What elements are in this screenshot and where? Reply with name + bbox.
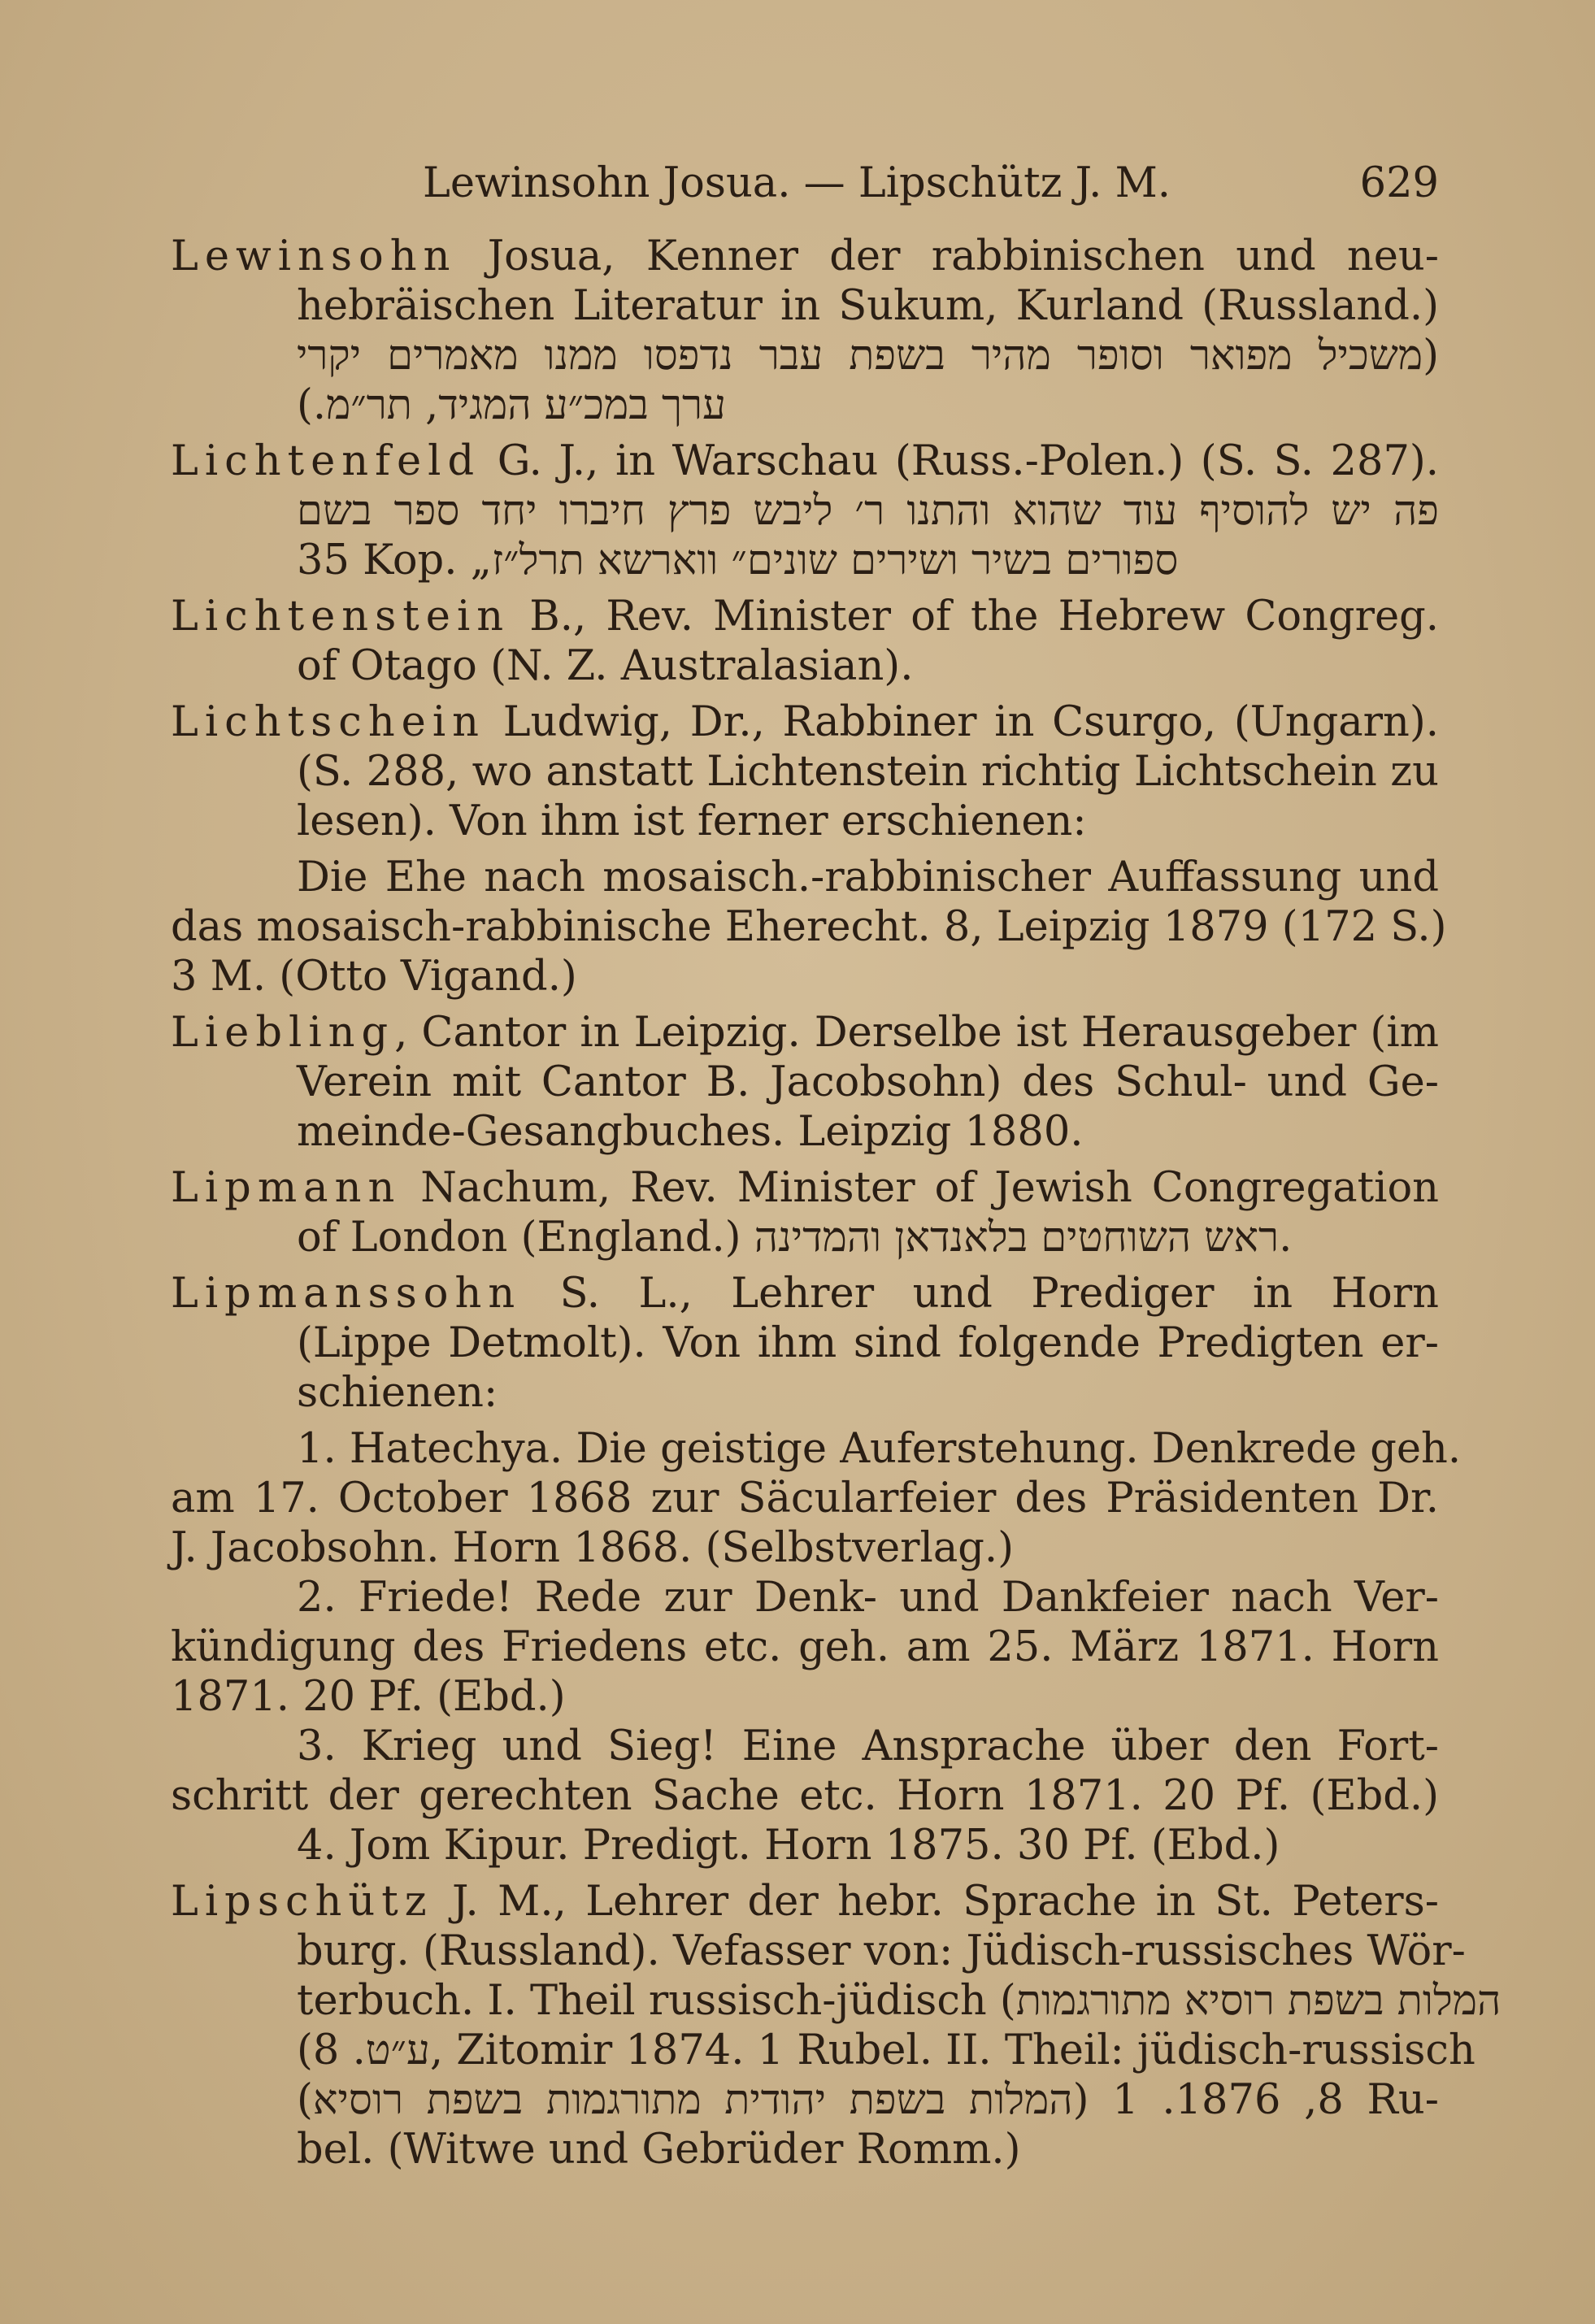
entry-liebling [171,1008,1439,1157]
entry-text: 3 M. (Otto Vigand.) [171,953,577,1001]
entry-text: Josua, Kenner der rabbinischen und neu- [456,232,1439,280]
entry-text: of Otago (N. Z. Australasian). [297,642,914,690]
entry-text: G. J., in Warschau (Russ.-Polen.) (S. S. 287). [480,437,1439,485]
entry-text: (המלות בשפת יהודית מתורגמות בשפת רוסיא) 8, 1876. 1 Ru- [297,2076,1439,2124]
entry-text: lesen). Von ihm ist ferner erschienen: [297,797,1087,845]
page-number: 629 [1359,159,1439,207]
entry-text: Ludwig, Dr., Rabbiner in Csurgo, (Ungarn). [485,698,1439,746]
entry-text: 35 Kop. „ספורים בשיר ושירים שונים״ ווארשא תרל״ז [297,536,1179,584]
entry-lipmanssohn [171,1269,1462,1870]
entry-name: Lewinsohn [171,232,457,280]
entry-name: Lichtschein [171,698,486,746]
entry-name: Liebling [171,1009,395,1057]
entry-text: (S. 288, wo anstatt Lichtenstein richtig Lichtschein zu [297,748,1439,796]
entry-text: schienen: [297,1369,498,1417]
entry-name: Lipschütz [171,1878,433,1926]
entry-text: Nachum, Rev. Minister of Jewish Congregation [401,1164,1439,1212]
entry-name: Lipmann [171,1164,402,1212]
entry-text: Verein mit Cantor B. Jacobsohn) des Schul- und Ge- [297,1058,1439,1106]
page [171,159,1502,2181]
entry-text: (ע״ט. 8, Zitomir 1874. 1 Rubel. II. Theil: jüdisch-russisch [297,2026,1475,2074]
entry-lipmann [171,1163,1439,1262]
entry-text: burg. (Russland). Vefasser von: Jüdisch-russisches Wör- [297,1927,1466,1975]
entry-text: (Lippe Detmolt). Von ihm sind folgende Predigten er- [297,1319,1439,1367]
entry-hebrew-text: (משכיל מפואר וסופר מהיר בשפת עבר נדפסו ממנו מאמרים יקרי [297,332,1439,380]
list-item-text: 4. Jom Kipur. Predigt. Horn 1875. 30 Pf. (Ebd.) [297,1822,1280,1870]
list-item-text: 3. Krieg und Sieg! Eine Ansprache über den Fort- [297,1722,1439,1770]
list-item-text: 1. Hatechya. Die geistige Auferstehung. Denkrede geh. [297,1425,1462,1473]
list-item-text: am 17. October 1868 zur Säcularfeier des Präsidenten Dr. [171,1475,1439,1523]
entry-text: hebräischen Literatur in Sukum, Kurland (Russland.) [297,282,1439,330]
list-item [171,1722,1439,1821]
entry-lichtschein [171,697,1447,1001]
list-item-text: J. Jacobsohn. Horn 1868. (Selbstverlag.) [171,1524,1014,1572]
list-item-text: schritt der gerechten Sache etc. Horn 1871. 20 Pf. (Ebd.) [171,1772,1439,1820]
entry-hebrew-text: ערך במכ״ע המגיד, תר״מ.) [297,381,726,429]
entry-lipschuetz [171,1877,1502,2174]
entry-text: bel. (Witwe und Gebrüder Romm.) [297,2126,1021,2174]
entry-lewinsohn [171,232,1439,430]
entry-text: meinde-Gesangbuches. Leipzig 1880. [297,1108,1084,1156]
entry-text: , Cantor in Leipzig. Derselbe ist Herausgeber (im [394,1009,1439,1057]
running-header [171,159,1439,224]
entry-text: terbuch. I. Theil russisch-jüdisch (המלות בשפת רוסיא מתורגמות [297,1977,1502,2025]
entry-name: Lipmanssohn [171,1270,522,1318]
entry-text: B., Rev. Minister of the Hebrew Congreg. [510,593,1439,641]
list-item [171,1821,1439,1870]
entry-text: Die Ehe nach mosaisch.-rabbinischer Auffassung und [297,854,1439,901]
entry-text: das mosaisch-rabbinische Eherecht. 8, Leipzig 1879 (172 S.) [171,903,1447,951]
entry-text: J. M., Lehrer der hebr. Sprache in St. Peters- [432,1878,1439,1926]
entry-name: Lichtenfeld [171,437,481,485]
header-title: Lewinsohn Josua. — Lipschütz J. M. [423,159,1171,207]
list-item-text: 1871. 20 Pf. (Ebd.) [171,1673,566,1721]
entry-text: S. L., Lehrer und Prediger in Horn [521,1270,1439,1318]
list-item [171,1424,1462,1573]
entry-text: of London (England.) ראש השוחטים בלאנדאן והמדינה. [297,1214,1293,1262]
list-item-text: kündigung des Friedens etc. geh. am 25. März 1871. Horn [171,1623,1439,1671]
entry-name: Lichtenstein [171,593,511,641]
list-item-text: 2. Friede! Rede zur Denk- und Dankfeier nach Ver- [297,1574,1439,1622]
entry-lichtenstein [171,592,1439,691]
entry-lichtenfeld [171,437,1439,585]
entry-hebrew-text: פה יש להוסיף עוד שהוא והתנו ר׳ ליבש פרץ חיברו יחד ספר בשם [297,487,1439,535]
list-item [171,1573,1439,1722]
